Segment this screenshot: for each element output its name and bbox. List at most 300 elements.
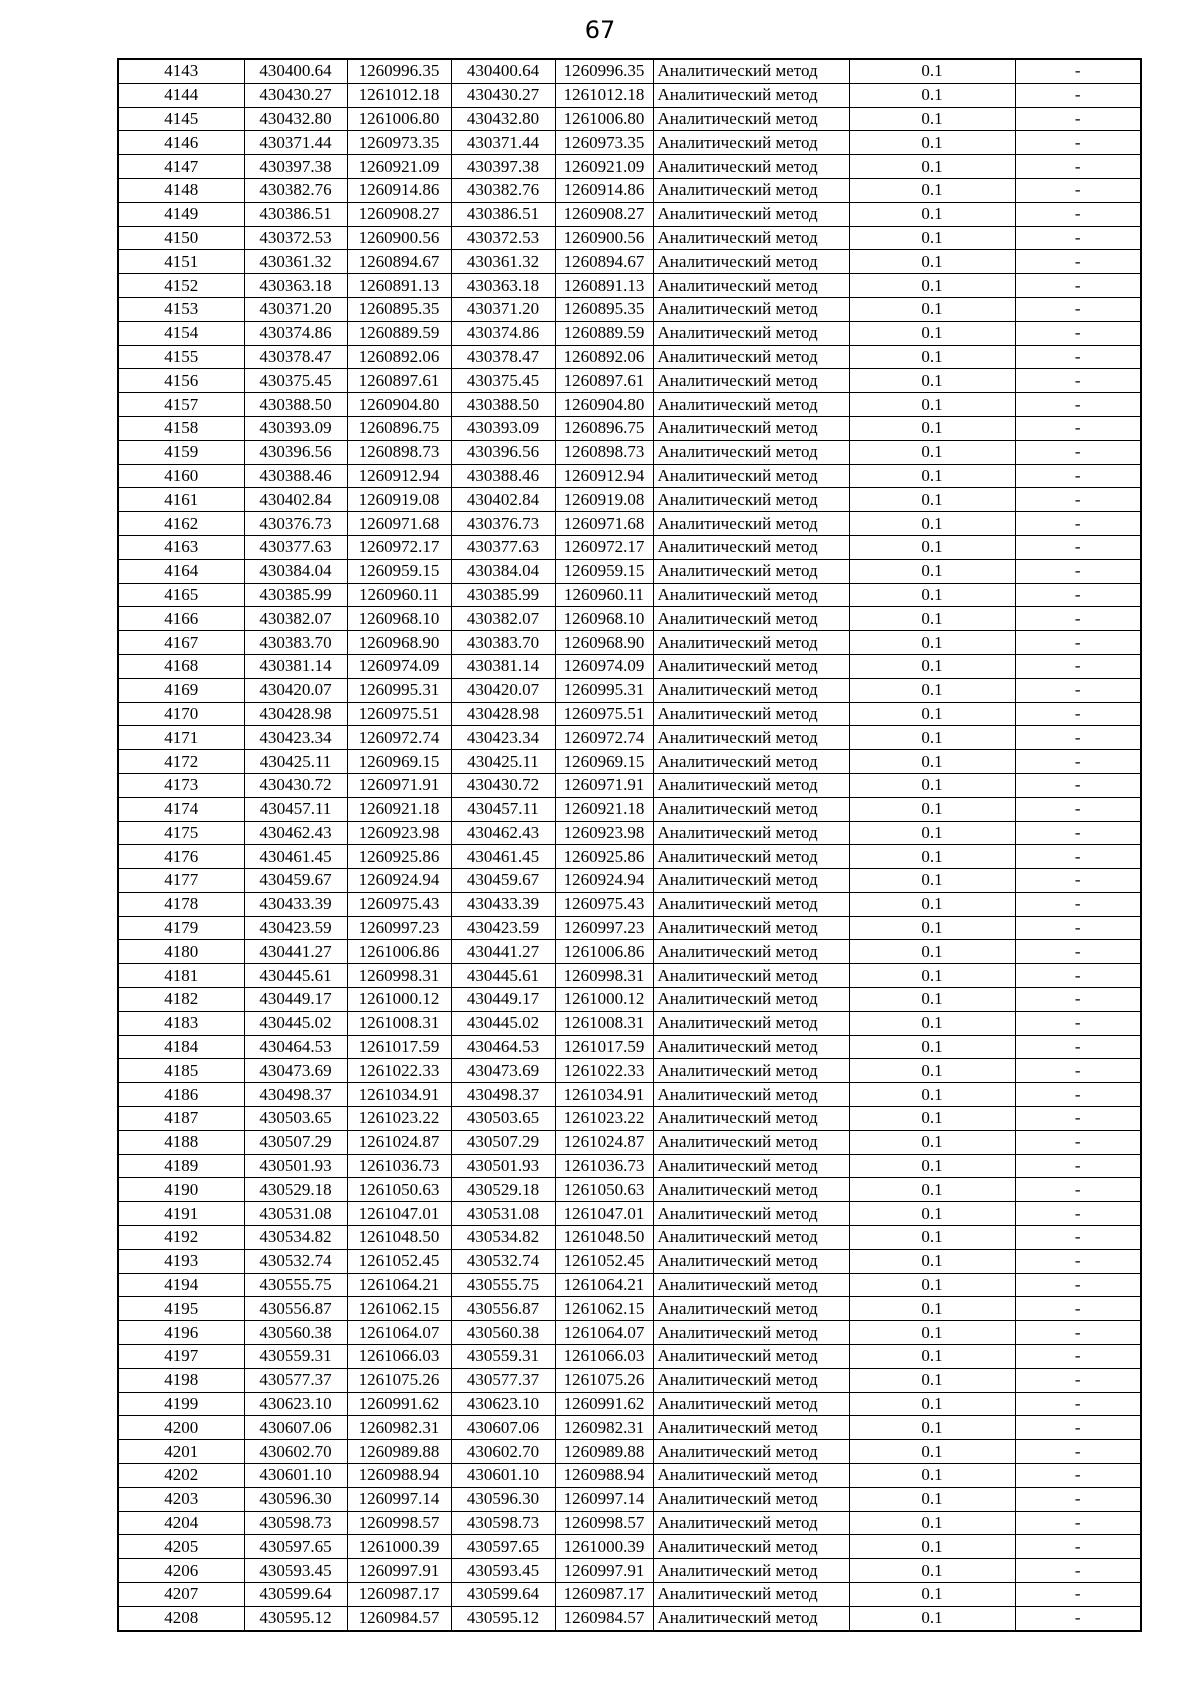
x-coordinate-2-cell: 430473.69 xyxy=(451,1059,555,1083)
method-cell: Аналитический метод xyxy=(653,488,849,512)
y-coordinate-2-cell: 1260912.94 xyxy=(555,464,653,488)
point-number-cell: 4169 xyxy=(118,678,244,702)
y-coordinate-2-cell: 1260892.06 xyxy=(555,345,653,369)
x-coordinate-cell: 430397.38 xyxy=(244,155,347,179)
y-coordinate-2-cell: 1260898.73 xyxy=(555,440,653,464)
table-row xyxy=(118,1345,1141,1369)
note-cell: - xyxy=(1015,274,1141,298)
accuracy-cell: 0.1 xyxy=(849,416,1015,440)
method-cell: Аналитический метод xyxy=(653,726,849,750)
table-row xyxy=(118,892,1141,916)
y-coordinate-2-cell: 1261066.03 xyxy=(555,1345,653,1369)
method-cell: Аналитический метод xyxy=(653,845,849,869)
note-cell: - xyxy=(1015,1202,1141,1226)
x-coordinate-cell: 430428.98 xyxy=(244,702,347,726)
table-row xyxy=(118,845,1141,869)
point-number-cell: 4159 xyxy=(118,440,244,464)
y-coordinate-2-cell: 1260969.15 xyxy=(555,750,653,774)
y-coordinate-cell: 1260991.62 xyxy=(347,1392,451,1416)
method-cell: Аналитический метод xyxy=(653,1487,849,1511)
y-coordinate-cell: 1260898.73 xyxy=(347,440,451,464)
table-row xyxy=(118,226,1141,250)
table-row xyxy=(118,369,1141,393)
y-coordinate-2-cell: 1260891.13 xyxy=(555,274,653,298)
x-coordinate-2-cell: 430445.61 xyxy=(451,964,555,988)
accuracy-cell: 0.1 xyxy=(849,892,1015,916)
accuracy-cell: 0.1 xyxy=(849,1416,1015,1440)
y-coordinate-cell: 1260968.90 xyxy=(347,631,451,655)
x-coordinate-cell: 430400.64 xyxy=(244,59,347,83)
method-cell: Аналитический метод xyxy=(653,274,849,298)
accuracy-cell: 0.1 xyxy=(849,1583,1015,1607)
y-coordinate-2-cell: 1260897.61 xyxy=(555,369,653,393)
note-cell: - xyxy=(1015,1559,1141,1583)
method-cell: Аналитический метод xyxy=(653,1035,849,1059)
y-coordinate-cell: 1260919.08 xyxy=(347,488,451,512)
y-coordinate-2-cell: 1260989.88 xyxy=(555,1440,653,1464)
x-coordinate-cell: 430473.69 xyxy=(244,1059,347,1083)
table-row xyxy=(118,559,1141,583)
y-coordinate-cell: 1260997.14 xyxy=(347,1487,451,1511)
note-cell: - xyxy=(1015,83,1141,107)
method-cell: Аналитический метод xyxy=(653,1535,849,1559)
x-coordinate-cell: 430457.11 xyxy=(244,797,347,821)
note-cell: - xyxy=(1015,1321,1141,1345)
method-cell: Аналитический метод xyxy=(653,1011,849,1035)
y-coordinate-2-cell: 1260988.94 xyxy=(555,1464,653,1488)
table-row xyxy=(118,1606,1141,1630)
y-coordinate-cell: 1261034.91 xyxy=(347,1083,451,1107)
accuracy-cell: 0.1 xyxy=(849,726,1015,750)
y-coordinate-cell: 1260925.86 xyxy=(347,845,451,869)
y-coordinate-2-cell: 1260968.10 xyxy=(555,607,653,631)
table-row xyxy=(118,1440,1141,1464)
method-cell: Аналитический метод xyxy=(653,1440,849,1464)
table-row xyxy=(118,1083,1141,1107)
y-coordinate-cell: 1260959.15 xyxy=(347,559,451,583)
table-row xyxy=(118,678,1141,702)
table-row xyxy=(118,583,1141,607)
note-cell: - xyxy=(1015,1368,1141,1392)
table-row xyxy=(118,1297,1141,1321)
point-number-cell: 4190 xyxy=(118,1178,244,1202)
accuracy-cell: 0.1 xyxy=(849,1606,1015,1630)
x-coordinate-2-cell: 430376.73 xyxy=(451,512,555,536)
x-coordinate-2-cell: 430529.18 xyxy=(451,1178,555,1202)
point-number-cell: 4176 xyxy=(118,845,244,869)
method-cell: Аналитический метод xyxy=(653,1321,849,1345)
accuracy-cell: 0.1 xyxy=(849,750,1015,774)
x-coordinate-cell: 430464.53 xyxy=(244,1035,347,1059)
accuracy-cell: 0.1 xyxy=(849,440,1015,464)
x-coordinate-cell: 430534.82 xyxy=(244,1226,347,1250)
x-coordinate-2-cell: 430598.73 xyxy=(451,1511,555,1535)
method-cell: Аналитический метод xyxy=(653,1202,849,1226)
accuracy-cell: 0.1 xyxy=(849,869,1015,893)
point-number-cell: 4161 xyxy=(118,488,244,512)
note-cell: - xyxy=(1015,1297,1141,1321)
x-coordinate-cell: 430376.73 xyxy=(244,512,347,536)
y-coordinate-cell: 1260975.43 xyxy=(347,892,451,916)
table-row xyxy=(118,155,1141,179)
note-cell: - xyxy=(1015,678,1141,702)
point-number-cell: 4160 xyxy=(118,464,244,488)
table-row xyxy=(118,1392,1141,1416)
y-coordinate-cell: 1260921.09 xyxy=(347,155,451,179)
x-coordinate-cell: 430361.32 xyxy=(244,250,347,274)
accuracy-cell: 0.1 xyxy=(849,773,1015,797)
table-row xyxy=(118,702,1141,726)
table-row xyxy=(118,1011,1141,1035)
y-coordinate-cell: 1260997.91 xyxy=(347,1559,451,1583)
x-coordinate-2-cell: 430397.38 xyxy=(451,155,555,179)
table-row xyxy=(118,1583,1141,1607)
y-coordinate-cell: 1260897.61 xyxy=(347,369,451,393)
table-row xyxy=(118,1487,1141,1511)
method-cell: Аналитический метод xyxy=(653,654,849,678)
y-coordinate-2-cell: 1260919.08 xyxy=(555,488,653,512)
note-cell: - xyxy=(1015,155,1141,179)
x-coordinate-2-cell: 430597.65 xyxy=(451,1535,555,1559)
x-coordinate-cell: 430602.70 xyxy=(244,1440,347,1464)
method-cell: Аналитический метод xyxy=(653,678,849,702)
method-cell: Аналитический метод xyxy=(653,345,849,369)
accuracy-cell: 0.1 xyxy=(849,535,1015,559)
x-coordinate-2-cell: 430607.06 xyxy=(451,1416,555,1440)
table-row xyxy=(118,488,1141,512)
x-coordinate-cell: 430384.04 xyxy=(244,559,347,583)
accuracy-cell: 0.1 xyxy=(849,393,1015,417)
point-number-cell: 4143 xyxy=(118,59,244,83)
y-coordinate-2-cell: 1260971.91 xyxy=(555,773,653,797)
y-coordinate-cell: 1260971.91 xyxy=(347,773,451,797)
point-number-cell: 4173 xyxy=(118,773,244,797)
method-cell: Аналитический метод xyxy=(653,416,849,440)
table-row xyxy=(118,631,1141,655)
note-cell: - xyxy=(1015,797,1141,821)
y-coordinate-cell: 1261052.45 xyxy=(347,1249,451,1273)
note-cell: - xyxy=(1015,988,1141,1012)
y-coordinate-2-cell: 1260998.57 xyxy=(555,1511,653,1535)
method-cell: Аналитический метод xyxy=(653,178,849,202)
y-coordinate-2-cell: 1260984.57 xyxy=(555,1606,653,1630)
x-coordinate-cell: 430596.30 xyxy=(244,1487,347,1511)
method-cell: Аналитический метод xyxy=(653,821,849,845)
x-coordinate-cell: 430445.61 xyxy=(244,964,347,988)
x-coordinate-2-cell: 430441.27 xyxy=(451,940,555,964)
y-coordinate-2-cell: 1261000.12 xyxy=(555,988,653,1012)
accuracy-cell: 0.1 xyxy=(849,940,1015,964)
y-coordinate-2-cell: 1260960.11 xyxy=(555,583,653,607)
y-coordinate-cell: 1260908.27 xyxy=(347,202,451,226)
x-coordinate-cell: 430503.65 xyxy=(244,1107,347,1131)
table-row xyxy=(118,202,1141,226)
y-coordinate-cell: 1260960.11 xyxy=(347,583,451,607)
point-number-cell: 4177 xyxy=(118,869,244,893)
y-coordinate-2-cell: 1260889.59 xyxy=(555,321,653,345)
y-coordinate-cell: 1260912.94 xyxy=(347,464,451,488)
table-row xyxy=(118,654,1141,678)
x-coordinate-cell: 430430.27 xyxy=(244,83,347,107)
x-coordinate-cell: 430441.27 xyxy=(244,940,347,964)
method-cell: Аналитический метод xyxy=(653,83,849,107)
accuracy-cell: 0.1 xyxy=(849,83,1015,107)
note-cell: - xyxy=(1015,845,1141,869)
accuracy-cell: 0.1 xyxy=(849,1511,1015,1535)
method-cell: Аналитический метод xyxy=(653,393,849,417)
method-cell: Аналитический метод xyxy=(653,1154,849,1178)
point-number-cell: 4149 xyxy=(118,202,244,226)
table-row xyxy=(118,512,1141,536)
page-number: 67 xyxy=(584,16,616,44)
x-coordinate-cell: 430432.80 xyxy=(244,107,347,131)
point-number-cell: 4201 xyxy=(118,1440,244,1464)
x-coordinate-cell: 430598.73 xyxy=(244,1511,347,1535)
note-cell: - xyxy=(1015,750,1141,774)
method-cell: Аналитический метод xyxy=(653,1059,849,1083)
point-number-cell: 4153 xyxy=(118,297,244,321)
accuracy-cell: 0.1 xyxy=(849,797,1015,821)
note-cell: - xyxy=(1015,393,1141,417)
y-coordinate-2-cell: 1260998.31 xyxy=(555,964,653,988)
x-coordinate-2-cell: 430425.11 xyxy=(451,750,555,774)
y-coordinate-2-cell: 1260894.67 xyxy=(555,250,653,274)
y-coordinate-cell: 1260904.80 xyxy=(347,393,451,417)
y-coordinate-2-cell: 1261052.45 xyxy=(555,1249,653,1273)
x-coordinate-cell: 430599.64 xyxy=(244,1583,347,1607)
method-cell: Аналитический метод xyxy=(653,107,849,131)
point-number-cell: 4145 xyxy=(118,107,244,131)
note-cell: - xyxy=(1015,773,1141,797)
note-cell: - xyxy=(1015,1392,1141,1416)
note-cell: - xyxy=(1015,821,1141,845)
x-coordinate-2-cell: 430457.11 xyxy=(451,797,555,821)
y-coordinate-cell: 1260900.56 xyxy=(347,226,451,250)
y-coordinate-2-cell: 1261048.50 xyxy=(555,1226,653,1250)
x-coordinate-2-cell: 430432.80 xyxy=(451,107,555,131)
y-coordinate-cell: 1260988.94 xyxy=(347,1464,451,1488)
y-coordinate-cell: 1260914.86 xyxy=(347,178,451,202)
accuracy-cell: 0.1 xyxy=(849,1011,1015,1035)
y-coordinate-2-cell: 1260900.56 xyxy=(555,226,653,250)
y-coordinate-2-cell: 1261022.33 xyxy=(555,1059,653,1083)
x-coordinate-2-cell: 430531.08 xyxy=(451,1202,555,1226)
y-coordinate-cell: 1260998.31 xyxy=(347,964,451,988)
x-coordinate-2-cell: 430459.67 xyxy=(451,869,555,893)
table-row xyxy=(118,916,1141,940)
x-coordinate-cell: 430555.75 xyxy=(244,1273,347,1297)
y-coordinate-2-cell: 1260997.14 xyxy=(555,1487,653,1511)
x-coordinate-cell: 430393.09 xyxy=(244,416,347,440)
accuracy-cell: 0.1 xyxy=(849,464,1015,488)
point-number-cell: 4154 xyxy=(118,321,244,345)
method-cell: Аналитический метод xyxy=(653,1273,849,1297)
x-coordinate-2-cell: 430596.30 xyxy=(451,1487,555,1511)
note-cell: - xyxy=(1015,1059,1141,1083)
y-coordinate-cell: 1260894.67 xyxy=(347,250,451,274)
method-cell: Аналитический метод xyxy=(653,1130,849,1154)
point-number-cell: 4184 xyxy=(118,1035,244,1059)
y-coordinate-2-cell: 1261036.73 xyxy=(555,1154,653,1178)
method-cell: Аналитический метод xyxy=(653,1249,849,1273)
y-coordinate-2-cell: 1261064.07 xyxy=(555,1321,653,1345)
y-coordinate-2-cell: 1261064.21 xyxy=(555,1273,653,1297)
point-number-cell: 4206 xyxy=(118,1559,244,1583)
point-number-cell: 4189 xyxy=(118,1154,244,1178)
y-coordinate-cell: 1261036.73 xyxy=(347,1154,451,1178)
x-coordinate-2-cell: 430601.10 xyxy=(451,1464,555,1488)
x-coordinate-cell: 430371.20 xyxy=(244,297,347,321)
point-number-cell: 4157 xyxy=(118,393,244,417)
x-coordinate-cell: 430396.56 xyxy=(244,440,347,464)
table-row xyxy=(118,821,1141,845)
y-coordinate-cell: 1260924.94 xyxy=(347,869,451,893)
y-coordinate-2-cell: 1261006.80 xyxy=(555,107,653,131)
table-row xyxy=(118,83,1141,107)
x-coordinate-2-cell: 430595.12 xyxy=(451,1606,555,1630)
y-coordinate-2-cell: 1260975.51 xyxy=(555,702,653,726)
y-coordinate-cell: 1261050.63 xyxy=(347,1178,451,1202)
table-row xyxy=(118,1226,1141,1250)
table-row xyxy=(118,1416,1141,1440)
note-cell: - xyxy=(1015,1226,1141,1250)
table-row xyxy=(118,1464,1141,1488)
accuracy-cell: 0.1 xyxy=(849,1202,1015,1226)
point-number-cell: 4170 xyxy=(118,702,244,726)
table-row xyxy=(118,59,1141,83)
x-coordinate-2-cell: 430423.59 xyxy=(451,916,555,940)
note-cell: - xyxy=(1015,1487,1141,1511)
accuracy-cell: 0.1 xyxy=(849,678,1015,702)
y-coordinate-2-cell: 1260896.75 xyxy=(555,416,653,440)
accuracy-cell: 0.1 xyxy=(849,1226,1015,1250)
x-coordinate-cell: 430559.31 xyxy=(244,1345,347,1369)
point-number-cell: 4164 xyxy=(118,559,244,583)
method-cell: Аналитический метод xyxy=(653,1416,849,1440)
method-cell: Аналитический метод xyxy=(653,1606,849,1630)
method-cell: Аналитический метод xyxy=(653,583,849,607)
y-coordinate-2-cell: 1261050.63 xyxy=(555,1178,653,1202)
y-coordinate-2-cell: 1260997.91 xyxy=(555,1559,653,1583)
x-coordinate-2-cell: 430577.37 xyxy=(451,1368,555,1392)
note-cell: - xyxy=(1015,726,1141,750)
y-coordinate-2-cell: 1261012.18 xyxy=(555,83,653,107)
x-coordinate-2-cell: 430396.56 xyxy=(451,440,555,464)
x-coordinate-2-cell: 430423.34 xyxy=(451,726,555,750)
accuracy-cell: 0.1 xyxy=(849,488,1015,512)
method-cell: Аналитический метод xyxy=(653,988,849,1012)
y-coordinate-2-cell: 1260914.86 xyxy=(555,178,653,202)
note-cell: - xyxy=(1015,440,1141,464)
x-coordinate-cell: 430420.07 xyxy=(244,678,347,702)
x-coordinate-2-cell: 430384.04 xyxy=(451,559,555,583)
point-number-cell: 4158 xyxy=(118,416,244,440)
table-row xyxy=(118,1107,1141,1131)
x-coordinate-2-cell: 430374.86 xyxy=(451,321,555,345)
method-cell: Аналитический метод xyxy=(653,940,849,964)
note-cell: - xyxy=(1015,631,1141,655)
y-coordinate-cell: 1261000.12 xyxy=(347,988,451,1012)
x-coordinate-cell: 430375.45 xyxy=(244,369,347,393)
x-coordinate-cell: 430385.99 xyxy=(244,583,347,607)
note-cell: - xyxy=(1015,1154,1141,1178)
y-coordinate-2-cell: 1260908.27 xyxy=(555,202,653,226)
x-coordinate-2-cell: 430361.32 xyxy=(451,250,555,274)
x-coordinate-cell: 430383.70 xyxy=(244,631,347,655)
y-coordinate-cell: 1260972.17 xyxy=(347,535,451,559)
y-coordinate-cell: 1260896.75 xyxy=(347,416,451,440)
y-coordinate-2-cell: 1260982.31 xyxy=(555,1416,653,1440)
method-cell: Аналитический метод xyxy=(653,1107,849,1131)
x-coordinate-cell: 430507.29 xyxy=(244,1130,347,1154)
point-number-cell: 4146 xyxy=(118,131,244,155)
x-coordinate-2-cell: 430464.53 xyxy=(451,1035,555,1059)
note-cell: - xyxy=(1015,369,1141,393)
accuracy-cell: 0.1 xyxy=(849,178,1015,202)
accuracy-cell: 0.1 xyxy=(849,1083,1015,1107)
x-coordinate-cell: 430597.65 xyxy=(244,1535,347,1559)
note-cell: - xyxy=(1015,1107,1141,1131)
note-cell: - xyxy=(1015,702,1141,726)
table-row xyxy=(118,1154,1141,1178)
y-coordinate-cell: 1260987.17 xyxy=(347,1583,451,1607)
table-row xyxy=(118,1130,1141,1154)
point-number-cell: 4203 xyxy=(118,1487,244,1511)
note-cell: - xyxy=(1015,559,1141,583)
x-coordinate-cell: 430556.87 xyxy=(244,1297,347,1321)
accuracy-cell: 0.1 xyxy=(849,1059,1015,1083)
table-row xyxy=(118,131,1141,155)
accuracy-cell: 0.1 xyxy=(849,1178,1015,1202)
y-coordinate-2-cell: 1260895.35 xyxy=(555,297,653,321)
method-cell: Аналитический метод xyxy=(653,1345,849,1369)
note-cell: - xyxy=(1015,1583,1141,1607)
y-coordinate-2-cell: 1260972.74 xyxy=(555,726,653,750)
accuracy-cell: 0.1 xyxy=(849,988,1015,1012)
y-coordinate-cell: 1260923.98 xyxy=(347,821,451,845)
note-cell: - xyxy=(1015,202,1141,226)
x-coordinate-2-cell: 430462.43 xyxy=(451,821,555,845)
table-row xyxy=(118,250,1141,274)
x-coordinate-cell: 430560.38 xyxy=(244,1321,347,1345)
y-coordinate-2-cell: 1261000.39 xyxy=(555,1535,653,1559)
note-cell: - xyxy=(1015,226,1141,250)
y-coordinate-2-cell: 1261024.87 xyxy=(555,1130,653,1154)
x-coordinate-cell: 430377.63 xyxy=(244,535,347,559)
table-row xyxy=(118,535,1141,559)
table-row xyxy=(118,773,1141,797)
accuracy-cell: 0.1 xyxy=(849,1487,1015,1511)
accuracy-cell: 0.1 xyxy=(849,226,1015,250)
y-coordinate-2-cell: 1260975.43 xyxy=(555,892,653,916)
x-coordinate-cell: 430430.72 xyxy=(244,773,347,797)
point-number-cell: 4188 xyxy=(118,1130,244,1154)
accuracy-cell: 0.1 xyxy=(849,1154,1015,1178)
point-number-cell: 4191 xyxy=(118,1202,244,1226)
y-coordinate-2-cell: 1260921.09 xyxy=(555,155,653,179)
accuracy-cell: 0.1 xyxy=(849,202,1015,226)
y-coordinate-2-cell: 1260959.15 xyxy=(555,559,653,583)
x-coordinate-2-cell: 430382.07 xyxy=(451,607,555,631)
note-cell: - xyxy=(1015,1345,1141,1369)
note-cell: - xyxy=(1015,488,1141,512)
x-coordinate-cell: 430531.08 xyxy=(244,1202,347,1226)
x-coordinate-2-cell: 430400.64 xyxy=(451,59,555,83)
x-coordinate-cell: 430371.44 xyxy=(244,131,347,155)
accuracy-cell: 0.1 xyxy=(849,1321,1015,1345)
method-cell: Аналитический метод xyxy=(653,1511,849,1535)
x-coordinate-cell: 430382.07 xyxy=(244,607,347,631)
